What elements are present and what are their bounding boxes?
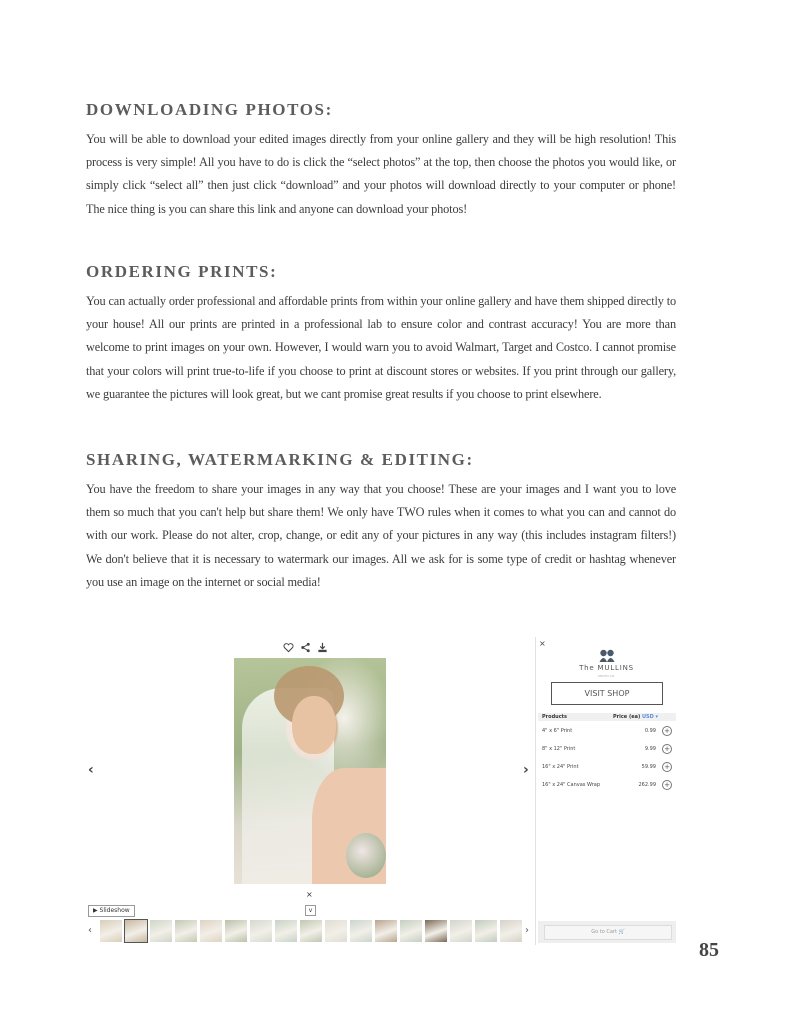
thumbnail[interactable]: [375, 920, 397, 942]
next-photo-button[interactable]: ›: [523, 762, 529, 778]
thumbnail[interactable]: [125, 920, 147, 942]
currency-select[interactable]: USD ▾: [642, 714, 659, 720]
product-price: 9.99: [644, 746, 656, 752]
heart-icon[interactable]: [283, 642, 294, 653]
section-sharing-watermarking-editing: [86, 450, 676, 594]
add-to-cart-button[interactable]: +: [662, 762, 672, 772]
previous-photo-button[interactable]: ‹: [88, 762, 94, 778]
page-number: 85: [699, 939, 719, 961]
products-column-header: Products: [542, 714, 568, 720]
thumbnail[interactable]: [250, 920, 272, 942]
product-row: [538, 779, 676, 791]
product-row: [538, 761, 676, 773]
product-name: 4" x 6" Print: [542, 728, 573, 734]
thumbnail[interactable]: [100, 920, 122, 942]
share-icon[interactable]: [300, 642, 311, 653]
expand-button[interactable]: v: [305, 905, 316, 916]
thumbnail[interactable]: [450, 920, 472, 942]
section-downloading-photos: [86, 100, 676, 221]
section-heading: ORDERING PRINTS:: [86, 262, 278, 281]
thumbnail[interactable]: [275, 920, 297, 942]
chevron-right-icon[interactable]: ›: [525, 925, 529, 936]
bride-photo[interactable]: [234, 658, 386, 884]
viewer-toolbar: [283, 642, 328, 653]
close-icon[interactable]: ×: [539, 639, 546, 648]
add-to-cart-button[interactable]: +: [662, 780, 672, 790]
section-body: You have the freedom to share your images in any way that you choose! These are your images and I want you to love them so much that you can't help but share them! We only have TWO rules when it comes to what you can and cannot do with our work. Please do not alter, crop, change, or edit any of your pictures in any way (this includes instagram filters!) We don't believe that it is necessary to watermark our images. All we ask for is some type of credit or hashtag whenever you use an image on the internet or social media!: [86, 482, 676, 589]
thumbnail[interactable]: [500, 920, 522, 942]
thumbnail[interactable]: [425, 920, 447, 942]
section-heading: SHARING, WATERMARKING & EDITING:: [86, 450, 474, 469]
product-price: 262.99: [638, 782, 656, 788]
gallery-screenshot: [86, 637, 676, 945]
thumbnail[interactable]: [300, 920, 322, 942]
product-name: 16" x 24" Canvas Wrap: [542, 782, 601, 788]
product-name: 8" x 12" Print: [542, 746, 576, 752]
slideshow-button[interactable]: ▶ Slideshow: [88, 905, 135, 917]
thumbnail-list: [100, 920, 522, 942]
go-to-cart-button[interactable]: Go to Cart 🛒: [544, 925, 672, 940]
product-row: [538, 725, 676, 737]
brand-subtitle: PHOTO CO.: [598, 674, 615, 678]
thumbnail[interactable]: [175, 920, 197, 942]
thumbnail[interactable]: [150, 920, 172, 942]
download-icon[interactable]: [317, 642, 328, 653]
price-column-header: Price (ea): [613, 714, 641, 720]
brand-name: The MULLINS: [579, 664, 634, 672]
section-ordering-prints: [86, 262, 676, 406]
visit-shop-button[interactable]: VISIT SHOP: [551, 682, 663, 705]
thumbnail[interactable]: [475, 920, 497, 942]
section-heading: DOWNLOADING PHOTOS:: [86, 100, 333, 119]
product-name: 16" x 24" Print: [542, 764, 579, 770]
thumbnail[interactable]: [400, 920, 422, 942]
cart-bar: [538, 921, 676, 943]
section-body: You will be able to download your edited images directly from your online gallery and they will be high resolution! This process is very simple! All you have to do is click the “select photos” at the top, then choose the photos you would like, or simply click “select all” then just click “download” and your photos will download directly to your computer or phone! The nice thing is you can share this link and anyone can download your photos!: [86, 132, 676, 216]
product-price: 0.99: [644, 728, 656, 734]
section-body: You can actually order professional and affordable prints from within your online gallery and have them shipped directly to your house! All our prints are printed in a professional lab to ensure color and contrast accuracy! You are more than welcome to print images on your own. However, I would warn you to avoid Walmart, Target and Costco. I cannot promise that your colors will print true-to-life if you choose to print at discount stores or websites. If you print through our gallery, we guarantee the pictures will look great, but we cant promise great results if you choose to print elsewhere.: [86, 294, 676, 401]
thumbnail[interactable]: [200, 920, 222, 942]
thumbnail-strip: [88, 920, 533, 942]
add-to-cart-button[interactable]: +: [662, 744, 672, 754]
products-table-header: [538, 713, 676, 721]
slideshow-label: Slideshow: [99, 907, 130, 914]
shop-panel: [535, 637, 677, 945]
thumbnail[interactable]: [325, 920, 347, 942]
add-to-cart-button[interactable]: +: [662, 726, 672, 736]
photo-viewer: [86, 637, 536, 945]
chevron-left-icon[interactable]: ‹: [88, 925, 92, 936]
thumbnail[interactable]: [225, 920, 247, 942]
product-row: [538, 743, 676, 755]
couple-logo-icon: [597, 649, 617, 663]
product-price: 59.99: [641, 764, 656, 770]
close-icon[interactable]: ×: [306, 890, 313, 899]
thumbnail[interactable]: [350, 920, 372, 942]
